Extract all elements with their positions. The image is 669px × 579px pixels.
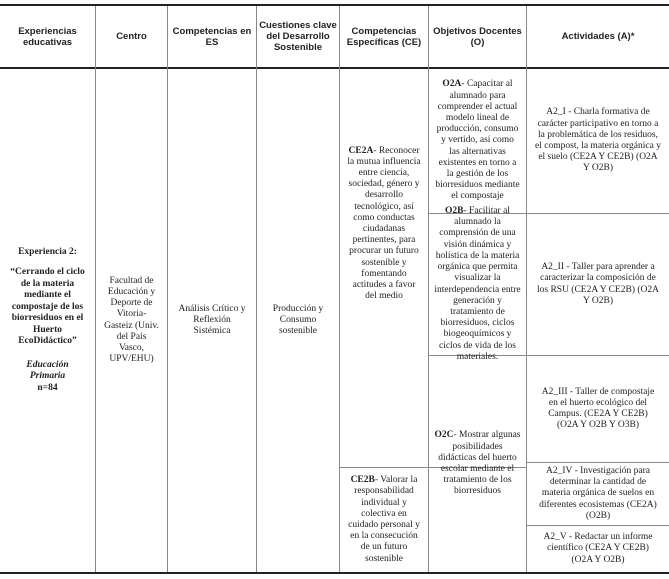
centro-cell — [96, 69, 167, 572]
objetivo-code: O2C — [434, 430, 454, 441]
ce-cell-2b — [340, 468, 428, 572]
competencias-es-cell — [168, 69, 256, 572]
actividad-text: A2_V - Redactar un informe científico (CE2A Y CE2B) (O2A Y O2B) — [543, 532, 653, 565]
objetivo-text: - Capacitar al alumnado para comprender el actual modelo lineal de producción, consumo y vertido, así como las alternativas existentes en torno a la gestión de los biorresiduos mediante el compostaje — [435, 79, 520, 202]
objetivo-text: - Mostrar algunas posibilidades didácticas del huerto escolar mediante el tratamiento de los biorresiduos — [438, 430, 521, 497]
experience-cell — [2, 69, 93, 572]
actividad-cell — [527, 69, 669, 213]
ce-code: CE2A — [348, 145, 374, 156]
header-experiencias: Experiencias educativas — [18, 25, 77, 48]
actividad-text: A2_I - Charla formativa de carácter participativo en torno a la problemática de los residuos, el compost, la materia orgánica y el suelo (CE2A Y CE2B) (O2A Y O2B) — [535, 107, 661, 174]
objetivo-text: - Facilitar al alumnado la comprensión de una visión dinámica y holística de la materia orgánica que permita visualizar la interdependencia entre generación y tratamiento de biorresiduos, ciclos biogeoquímicos y ciclos de vida de los materiales. — [434, 206, 521, 362]
experience-n: n=84 — [37, 382, 58, 393]
objetivo-code: O2A — [442, 79, 462, 90]
experience-level: Educación Primaria — [26, 359, 69, 382]
header-centro: Centro — [116, 31, 147, 42]
objetivo-cell-o2b — [429, 206, 526, 362]
header-competencias-especificas: Competencias Específicas (CE) — [346, 25, 422, 48]
header-competencias-es: Competencias en ES — [172, 25, 252, 48]
actividad-text: A2_III - Taller de compostaje en el huerto ecológico del Campus. (CE2A Y CE2B) (O2A Y O2B Y O3B) — [541, 386, 655, 431]
ce-text: - Reconocer la mutua influencia entre ciencia, sociedad, género y desarrollo tecnológico, así como conductas ciudadanas pertinentes, para procurar un futuro sostenible y fomentando actitudes a favor del medio — [347, 145, 421, 302]
objetivo-cell-o2a — [429, 69, 526, 213]
header-cuestiones-clave: Cuestiones clave del Desarrollo Sostenible — [259, 20, 337, 53]
centro-text: Facultad de Educación y Deporte de Vitoria-Gasteiz (Univ. del País Vasco, UPV/EHU) — [104, 275, 159, 365]
header-objetivos: Objetivos Docentes (O) — [433, 25, 522, 48]
bottom-rule — [0, 572, 669, 574]
actividad-cell — [527, 214, 669, 355]
cuestiones-clave-cell — [257, 69, 339, 572]
ce-cell-2a — [340, 120, 428, 328]
objetivo-code: O2B — [445, 206, 464, 217]
ce-code: CE2B — [350, 475, 375, 486]
experience-title: Experiencia 2: — [18, 246, 77, 257]
actividad-cell — [527, 463, 669, 525]
actividad-text: A2_II - Taller para aprender a caracterizar la composición de los RSU (CE2A Y CE2B) (O2A Y O2B) — [536, 262, 659, 306]
actividad-cell — [527, 356, 669, 462]
actividad-text: A2_IV - Investigación para determinar la cantidad de materia orgánica de suelos en diferentes ecosistemas (CE2A) (O2B) — [539, 465, 657, 521]
actividad-cell — [527, 526, 669, 572]
objetivo-cell-o2c — [429, 356, 526, 572]
ce-text: - Valorar la responsabilidad individual y colectiva en cuidado personal y en la consecución de un futuro sostenible — [348, 475, 420, 564]
experience-name: “Cerrando el ciclo de la materia mediante el compostaje de los biorresiduos en el Huerto EcoDidáctico” — [10, 267, 85, 347]
header-actividades: Actividades (A)* — [561, 31, 635, 42]
cuestiones-clave-text: Producción y Consumo sostenible — [272, 303, 324, 337]
competencias-es-text: Análisis Crítico y Reflexión Sistémica — [178, 303, 246, 337]
